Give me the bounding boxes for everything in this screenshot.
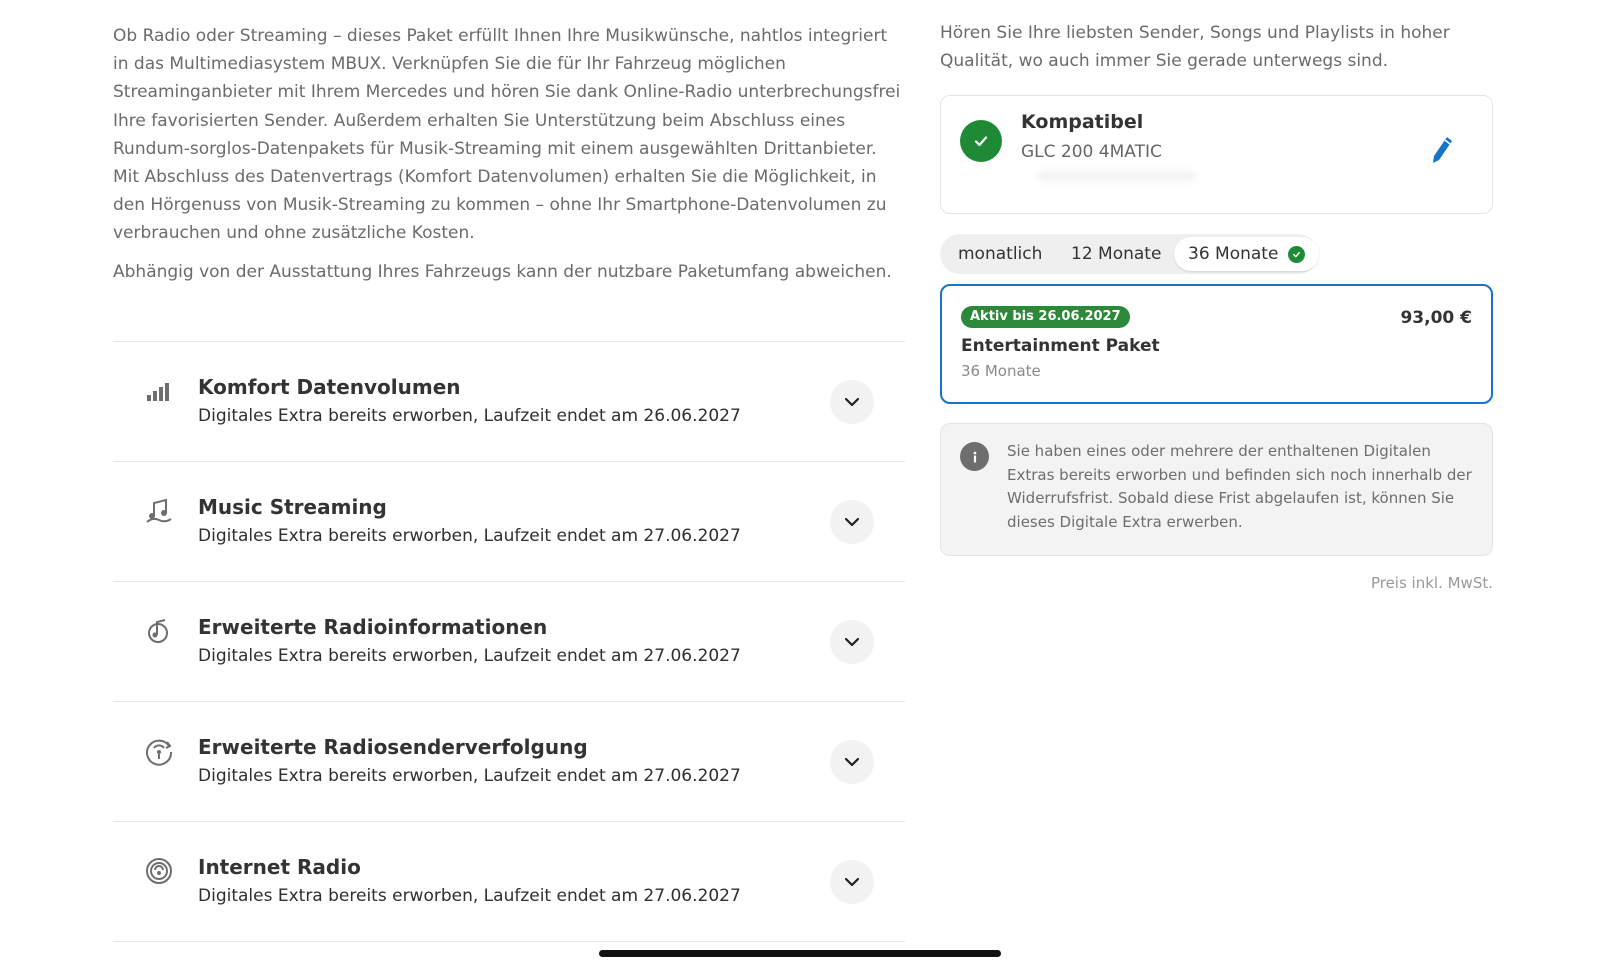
feature-item-internet-radio[interactable] xyxy=(113,822,905,942)
tab-12-monate[interactable]: 12 Monate xyxy=(1071,244,1162,264)
feature-title: Internet Radio xyxy=(198,855,361,879)
expand-button[interactable] xyxy=(830,620,874,664)
package-name: Entertainment Paket xyxy=(961,336,1160,356)
chevron-down-icon xyxy=(843,633,861,651)
feature-item-komfort-datenvolumen[interactable] xyxy=(113,342,905,462)
home-indicator[interactable] xyxy=(599,950,1001,957)
radio-info-icon xyxy=(144,616,174,646)
pencil-icon xyxy=(1429,134,1455,166)
info-icon xyxy=(960,442,989,471)
tab-monatlich[interactable]: monatlich xyxy=(958,244,1043,264)
checkmark-icon xyxy=(960,120,1002,162)
chevron-down-icon xyxy=(843,873,861,891)
feature-status: Digitales Extra bereits erworben, Laufzeit endet am 27.06.2027 xyxy=(198,766,741,786)
feature-title: Erweiterte Radiosenderverfolgung xyxy=(198,735,588,759)
feature-item-erweiterte-radioinformationen[interactable] xyxy=(113,582,905,702)
music-streaming-icon xyxy=(144,496,174,526)
vehicle-model: GLC 200 4MATIC xyxy=(1021,142,1162,162)
internet-radio-icon xyxy=(144,856,174,886)
feature-status: Digitales Extra bereits erworben, Laufzeit endet am 27.06.2027 xyxy=(198,886,741,906)
chevron-down-icon xyxy=(843,393,861,411)
radio-tracking-icon xyxy=(144,736,174,766)
intro-note: Abhängig von der Ausstattung Ihres Fahrzeugs kann der nutzbare Paketumfang abweichen. xyxy=(113,261,892,282)
feature-title: Komfort Datenvolumen xyxy=(198,375,461,399)
feature-item-music-streaming[interactable] xyxy=(113,462,905,582)
package-card[interactable] xyxy=(940,284,1493,404)
feature-list xyxy=(113,341,905,942)
compatibility-title: Kompatibel xyxy=(1021,111,1144,133)
feature-status: Digitales Extra bereits erworben, Laufzeit endet am 26.06.2027 xyxy=(198,406,741,426)
feature-status: Digitales Extra bereits erworben, Laufzeit endet am 27.06.2027 xyxy=(198,646,741,666)
intro-paragraph: Ob Radio oder Streaming – dieses Paket erfüllt Ihnen Ihre Musikwünsche, nahtlos integriert in das Multimediasystem MBUX. Verknüpfen Sie die für Ihr Fahrzeug möglichen Streaminganbieter mit Ihrem Mercedes und hören Sie dank Online-Radio unterbrechungsfrei Ihre favorisierten Sender. Außerdem erhalten Sie Unterstützung beim Abschluss eines Rundum-sorglos-Datenpakets für Musik-Streaming mit einem ausgewählten Drittanbieter. Mit Abschluss des Datenvertrags (Komfort Datenvolumen) erhalten Sie die Möglichkeit, in den Hörgenuss von Musik-Streaming zu kommen – ohne Ihr Smartphone-Datenvolumen zu verbrauchen und ohne zusätzliche Kosten. xyxy=(113,26,901,244)
signal-bars-icon xyxy=(144,376,174,406)
expand-button[interactable] xyxy=(830,500,874,544)
info-text: Sie haben eines oder mehrere der enthaltenen Digitalen Extras bereits erworben und befinden sich noch innerhalb der Widerrufsfrist. Sobald diese Frist abgelaufen ist, können Sie dieses Digitale Extra erwerben. xyxy=(1007,442,1472,531)
vat-note: Preis inkl. MwSt. xyxy=(1370,574,1493,592)
tab-label: 36 Monate xyxy=(1188,244,1279,264)
description-column xyxy=(113,22,905,286)
feature-title: Music Streaming xyxy=(198,495,387,519)
expand-button[interactable] xyxy=(830,860,874,904)
intro-text xyxy=(113,22,905,286)
feature-item-erweiterte-radiosenderverfolgung[interactable] xyxy=(113,702,905,822)
package-intro: Hören Sie Ihre liebsten Sender, Songs und Playlists in hoher Qualität, wo auch immer Sie gerade unterwegs sind. xyxy=(940,23,1450,71)
expand-button[interactable] xyxy=(830,740,874,784)
compatibility-card xyxy=(940,95,1493,214)
duration-tabs xyxy=(940,234,1318,274)
feature-status: Digitales Extra bereits erworben, Laufzeit endet am 27.06.2027 xyxy=(198,526,741,546)
chevron-down-icon xyxy=(843,753,861,771)
edit-vehicle-button[interactable] xyxy=(1429,134,1455,166)
chevron-down-icon xyxy=(843,513,861,531)
feature-title: Erweiterte Radioinformationen xyxy=(198,615,548,639)
tab-36-monate[interactable] xyxy=(1174,237,1319,271)
selected-check-icon xyxy=(1288,246,1305,263)
expand-button[interactable] xyxy=(830,380,874,424)
info-notice xyxy=(940,423,1493,556)
package-price: 93,00 € xyxy=(1400,308,1472,328)
package-duration: 36 Monate xyxy=(961,362,1041,380)
vehicle-details-blurred xyxy=(1037,170,1197,182)
status-badge: Aktiv bis 26.06.2027 xyxy=(961,306,1130,328)
